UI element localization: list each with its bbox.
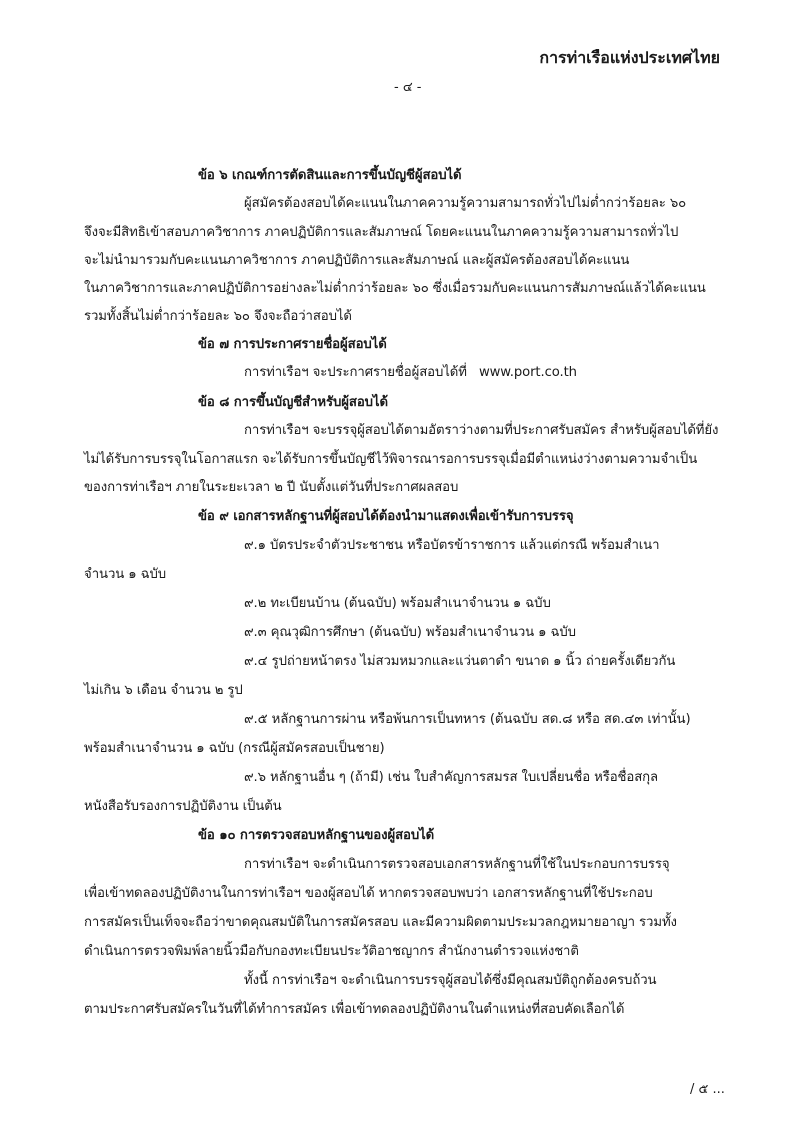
section-8-line: การท่าเรือฯ จะบรรจุผู้สอบได้ตามอัตราว่างตามที่ประกาศรับสมัคร สำหรับผู้สอบได้ที่ยัง <box>244 423 719 438</box>
section-8-line: ไม่ได้รับการบรรจุในโอกาสแรก จะได้รับการขึ้นบัญชีไว้พิจารณารอการบรรจุเมื่อมีตำแหน่งว่างตามความจำเป็น <box>84 452 698 467</box>
section-6-line: ผู้สมัครต้องสอบได้คะแนนในภาคความรู้ความสามารถทั่วไปไม่ต่ำกว่าร้อยละ ๖๐ <box>244 196 687 211</box>
organization-header: การท่าเรือแห่งประเทศไทย <box>539 48 720 67</box>
section-6-line: รวมทั้งสิ้นไม่ต่ำกว่าร้อยละ ๖๐ จึงจะถือว่าสอบได้ <box>84 309 352 324</box>
section-9-item: ๙.๓ คุณวุฒิการศึกษา (ต้นฉบับ) พร้อมสำเนาจำนวน ๑ ฉบับ <box>244 625 576 640</box>
section-7-heading: ข้อ ๗ การประกาศรายชื่อผู้สอบได้ <box>198 337 387 352</box>
section-8-heading: ข้อ ๘ การขึ้นบัญชีสำหรับผู้สอบได้ <box>198 395 388 410</box>
section-9-item: ๙.๑ บัตรประจำตัวประชาชน หรือบัตรข้าราชการ แล้วแต่กรณี พร้อมสำเนา <box>244 538 660 553</box>
section-9-item: จำนวน ๑ ฉบับ <box>84 567 167 582</box>
section-9-item: ๙.๖ หลักฐานอื่น ๆ (ถ้ามี) เช่น ใบสำคัญการสมรส ใบเปลี่ยนชื่อ หรือชื่อสกุล <box>244 770 659 785</box>
section-9-heading: ข้อ ๙ เอกสารหลักฐานที่ผู้สอบได้ต้องนำมาแสดงเพื่อเข้ารับการบรรจุ <box>198 509 574 524</box>
section-10-line: ทั้งนี้ การท่าเรือฯ จะดำเนินการบรรจุผู้สอบได้ซึ่งมีคุณสมบัติถูกต้องครบถ้วน <box>244 973 657 988</box>
section-10-line: ตามประกาศรับสมัครในวันที่ได้ทำการสมัคร เพื่อเข้าทดลองปฏิบัติงานในตำแหน่งที่สอบคัดเลือกได้ <box>84 1002 625 1017</box>
website-link[interactable]: www.port.co.th <box>478 365 577 380</box>
section-9-item: หนังสือรับรองการปฏิบัติงาน เป็นต้น <box>84 799 282 814</box>
section-10-line: ดำเนินการตรวจพิมพ์ลายนิ้วมือกับกองทะเบียนประวัติอาชญากร สำนักงานตำรวจแห่งชาติ <box>84 944 579 959</box>
section-7-line <box>244 361 577 382</box>
section-10-heading: ข้อ ๑๐ การตรวจสอบหลักฐานของผู้สอบได้ <box>198 828 435 843</box>
section-9-item: พร้อมสำเนาจำนวน ๑ ฉบับ (กรณีผู้สมัครสอบเป็นชาย) <box>84 741 385 756</box>
section-6-line: จะไม่นำมารวมกับคะแนนภาควิชาการ ภาคปฏิบัติการและสัมภาษณ์ และผู้สมัครต้องสอบได้คะแนน <box>84 253 630 268</box>
section-6-line: ในภาควิชาการและภาคปฏิบัติการอย่างละไม่ต่ำกว่าร้อยละ ๖๐ ซึ่งเมื่อรวมกับคะแนนการสัมภาษณ์แล้วได้คะแนน <box>84 281 706 296</box>
section-10-line: เพื่อเข้าทดลองปฏิบัติงานในการท่าเรือฯ ของผู้สอบได้ หากตรวจสอบพบว่า เอกสารหลักฐานที่ใช้ประกอบ <box>84 886 653 901</box>
section-9-item: ไม่เกิน ๖ เดือน จำนวน ๒ รูป <box>84 683 243 698</box>
section-10-line: การสมัครเป็นเท็จจะถือว่าขาดคุณสมบัติในการสมัครสอบ และมีความผิดตามประมวลกฎหมายอาญา รวมทั้ง <box>84 915 677 930</box>
section-6-line: จึงจะมีสิทธิเข้าสอบภาควิชาการ ภาคปฏิบัติการและสัมภาษณ์ โดยคะแนนในภาคความรู้ความสามารถทั่วไป <box>84 225 679 240</box>
section-9-item: ๙.๕ หลักฐานการผ่าน หรือพ้นการเป็นทหาร (ต้นฉบับ สด.๘ หรือ สด.๔๓ เท่านั้น) <box>244 712 691 727</box>
section-6-heading: ข้อ ๖ เกณฑ์การตัดสินและการขึ้นบัญชีผู้สอบได้ <box>198 168 462 183</box>
section-7-text: การท่าเรือฯ จะประกาศรายชื่อผู้สอบได้ที่ <box>244 365 467 380</box>
page-number: - ๔ - <box>394 80 422 95</box>
section-9-item: ๙.๒ ทะเบียนบ้าน (ต้นฉบับ) พร้อมสำเนาจำนวน ๑ ฉบับ <box>244 596 551 611</box>
section-8-line: ของการท่าเรือฯ ภายในระยะเวลา ๒ ปี นับตั้งแต่วันที่ประกาศผลสอบ <box>84 480 459 495</box>
section-9-item: ๙.๔ รูปถ่ายหน้าตรง ไม่สวมหมวกและแว่นตาดำ ขนาด ๑ นิ้ว ถ่ายครั้งเดียวกัน <box>244 654 676 669</box>
section-10-line: การท่าเรือฯ จะดำเนินการตรวจสอบเอกสารหลักฐานที่ใช้ในประกอบการบรรจุ <box>244 857 670 872</box>
continuation-marker: / ๕ ... <box>690 1082 725 1097</box>
